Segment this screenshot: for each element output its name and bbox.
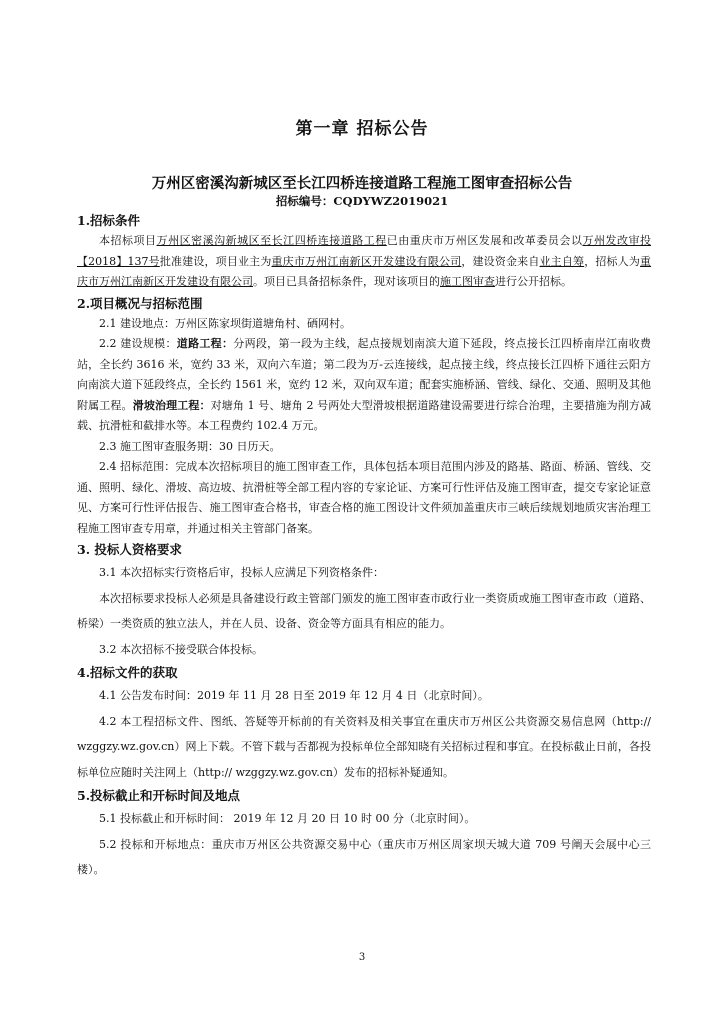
section-5-2: 5.2 投标和开标地点：重庆市万州区公共资源交易中心（重庆市万州区周家坝天城大道 709 号阐天会展中心三楼）。 [77, 837, 651, 876]
section-5-heading: 5.投标截止和开标时间及地点 [77, 788, 241, 803]
chapter-title: 第一章 招标公告 [295, 119, 429, 139]
section-2-3: 2.3 施工图审查服务期：30 日历天。 [99, 439, 281, 453]
section-4-2: 4.2 本工程招标文件、图纸、答疑等开标前的有关资料及相关事宜在重庆市万州区公共资源交易信息网（http:// wzggzy.wz.gov.cn）网上下载。不管下载与否都视为投标单位全部知晓有关招标过程和事宜。在投标截止日前，各投标单位应随时关注网上（http:// wzggzy.wz.gov.cn）发布的招标补疑通知。 [77, 714, 651, 779]
section-3-2: 3.2 本次招标不接受联合体投标。 [99, 642, 263, 656]
section-5-1: 5.1 投标截止和开标时间： 2019 年 12 月 20 日 10 时 00 分（北京时间）。 [99, 812, 476, 825]
section-4-heading: 4.招标文件的获取 [77, 665, 178, 680]
section-3-heading: 3. 投标人资格要求 [77, 542, 182, 557]
section-2-1: 2.1 建设地点：万州区陈家坝街道塘角村、硒网村。 [99, 316, 351, 330]
section-3-1: 3.1 本次招标实行资格后审，投标人应满足下列资格条件： [99, 566, 384, 579]
section-2-2: 2.2 建设规模：道路工程：分两段，第一段为主线，起点接规划南滨大道下延段，终点接长江四桥南岸江南收费站，全长约 3616 米，宽约 33 米，双向六车道；第二段为万-云连接线，起点接主线，终点接长江四桥下通往云阳方向南滨大道下延段终点，全长约 1561 米，宽约 12 米，双向双车道；配套实施桥涵、管线、绿化、交通、照明及其他附属工程。滑坡治理工程：对塘角 1 号、塘角 2 号两处大型滑坡根据道路建设需要进行综合治理，主要措施为削方减载、抗滑桩和截排水等。本工程费约 102.4 万元。 [77, 337, 652, 432]
section-1-paragraph: 本招标项目万州区密溪沟新城区至长江四桥连接道路工程已由重庆市万州区发展和改革委员会以万州发改审投【2018】137号批准建设，项目业主为重庆市万州江南新区开发建设有限公司，建设资金来自业主自筹，招标人为重庆市万州江南新区开发建设有限公司。项目已具备招标条件，现对该项目的施工图审查进行公开招标。 [77, 234, 652, 288]
section-4-1: 4.1 公告发布时间：2019 年 11 月 28 日至 2019 年 12 月 4 日（北京时间）。 [99, 689, 489, 702]
document-body [77, 210, 651, 883]
section-3-requirements: 本次招标要求投标人必须是具备建设行政主管部门颁发的施工图审查市政行业一类资质或施工图审查市政（道路、桥梁）一类资质的独立法人，并在人员、设备、资金等方面具有相应的能力。 [77, 591, 651, 630]
section-2-4: 2.4 招标范围：完成本次招标项目的施工图审查工作，具体包括本项目范围内涉及的路基、路面、桥涵、管线、交通、照明、绿化、滑坡、高边坡、抗滑桩等全部工程内容的专家论证、方案可行性评估及施工图审查，提交专家论证意见、方案可行性评估报告、施工图审查合格书，审查合格的施工图设计文件须加盖重庆市三峡后续规划地质灾害治理工程施工图审查专用章，并通过相关主管部门备案。 [77, 460, 651, 535]
section-1-heading: 1.招标条件 [77, 213, 141, 228]
page-number: 3 [358, 952, 366, 963]
tender-number: 招标编号：CQDYWZ2019021 [275, 194, 449, 208]
section-2-heading: 2.项目概况与招标范围 [77, 295, 203, 311]
document-title: 万州区密溪沟新城区至长江四桥连接道路工程施工图审查招标公告 [151, 175, 573, 192]
